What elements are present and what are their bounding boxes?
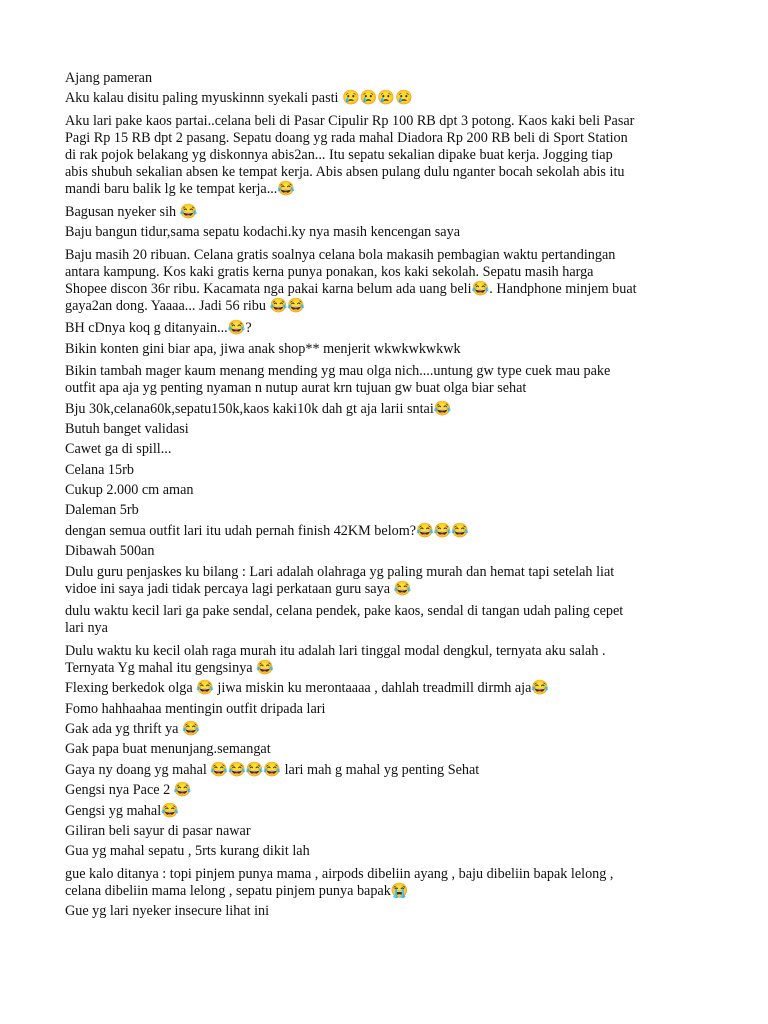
comment-text: Cawet ga di spill... (65, 441, 172, 458)
comment-text: Dibawah 500an (65, 543, 155, 560)
comment-text: Bagusan nyeker sih 😂 (65, 203, 198, 220)
comment-text: Gue yg lari nyeker insecure lihat ini (65, 903, 270, 920)
comment-text: Cukup 2.000 cm aman (65, 482, 194, 499)
comment-text: Ajang pameran (65, 70, 153, 86)
comment-text: Butuh banget validasi (65, 420, 189, 437)
comment-text: Aku lari pake kaos partai..celana beli di Pasar Cipulir Rp 100 RB dpt 3 potong. Kaos kaki beli Pasar Pagi Rp 15 RB dpt 2 pasang. Sepatu doang yg rada mahal Diadora Rp 200 RB beli di Sport Station di rak pojok belakang yg diskonnya abis2an... Itu sepatu sekalian dipake buat kerja. Jogging tiap abis shubuh sekalian absen ke tempat kerja. Abis absen pulang dulu nganter bocah sekolah abis itu mandi baru balik lg ke tempat kerja...😂 (65, 112, 635, 197)
comment-text: dengan semua outfit lari itu udah pernah finish 42KM belom?😂😂😂 (65, 522, 470, 539)
comment-text: Gak ada yg thrift ya 😂 (65, 721, 200, 738)
comment-text: Giliran beli sayur di pasar nawar (65, 822, 251, 839)
comment-text: Gak papa buat menunjang.semangat (65, 741, 271, 758)
comment-text: Daleman 5rb (65, 502, 139, 519)
comment-text: Baju masih 20 ribuan. Celana gratis soalnya celana bola makasih pembagian waktu pertandingan antara kampung. Kos kaki gratis kerna punya ponakan, kos kaki sekolah. Sepatu masih harga Shopee discon 36r ribu. Kacamata nga pakai karna belum ada uang beli😂. Handphone minjem buat gaya2an dong. Yaaaa... Jadi 56 ribu 😂😂 (65, 246, 637, 314)
comment-text: Flexing berkedok olga 😂 jiwa miskin ku merontaaaa , dahlah treadmill dirmh aja😂 (65, 680, 550, 697)
comment-list (65, 70, 637, 924)
comment-text: Bikin konten gini biar apa, jiwa anak shop** menjerit wkwkwkwkwk (65, 340, 461, 357)
comment-text: BH cDnya koq g ditanyain...😂? (65, 320, 252, 337)
comment-text: gue kalo ditanya : topi pinjem punya mama , airpods dibeliin ayang , baju dibeliin bapak lelong , celana dibeliin mama lelong , sepatu pinjem punya bapak😭 (65, 865, 614, 899)
comment-text: Gengsi nya Pace 2 😂 (65, 782, 192, 799)
comment-text: Bju 30k,celana60k,sepatu150k,kaos kaki10k dah gt aja larii sntai😂 (65, 400, 452, 417)
comment-text: Celana 15rb (65, 461, 134, 478)
comment-text: dulu waktu kecil lari ga pake sendal, celana pendek, pake kaos, sendal di tangan udah paling cepet lari nya (65, 603, 624, 637)
comment-text: Baju bangun tidur,sama sepatu kodachi.ky nya masih kencengan saya (65, 223, 460, 240)
comment-text: Gengsi yg mahal😂 (65, 802, 179, 819)
comment-text: Fomo hahhaahaa mentingin outfit dripada lari (65, 700, 326, 717)
comment-text: Gaya ny doang yg mahal 😂😂😂😂 lari mah g mahal yg penting Sehat (65, 761, 480, 778)
comment-text: Dulu waktu ku kecil olah raga murah itu adalah lari tinggal modal dengkul, ternyata aku salah . Ternyata Yg mahal itu gengsinya 😂 (65, 642, 606, 676)
comment-text: Gua yg mahal sepatu , 5rts kurang dikit lah (65, 843, 310, 860)
comment-text: Dulu guru penjaskes ku bilang : Lari adalah olahraga yg paling murah dan hemat tapi setelah liat vidoe ini saya jadi tidak percaya lagi perkataan guru saya 😂 (65, 563, 615, 597)
comment-text: Aku kalau disitu paling myuskinnn syekali pasti 😢😢😢😢 (65, 90, 413, 107)
comment-text: Bikin tambah mager kaum menang mending yg mau olga nich....untung gw type cuek mau pake outfit apa aja yg penting nyaman n nutup aurat krn tujuan gw buat olga biar sehat (65, 363, 611, 397)
